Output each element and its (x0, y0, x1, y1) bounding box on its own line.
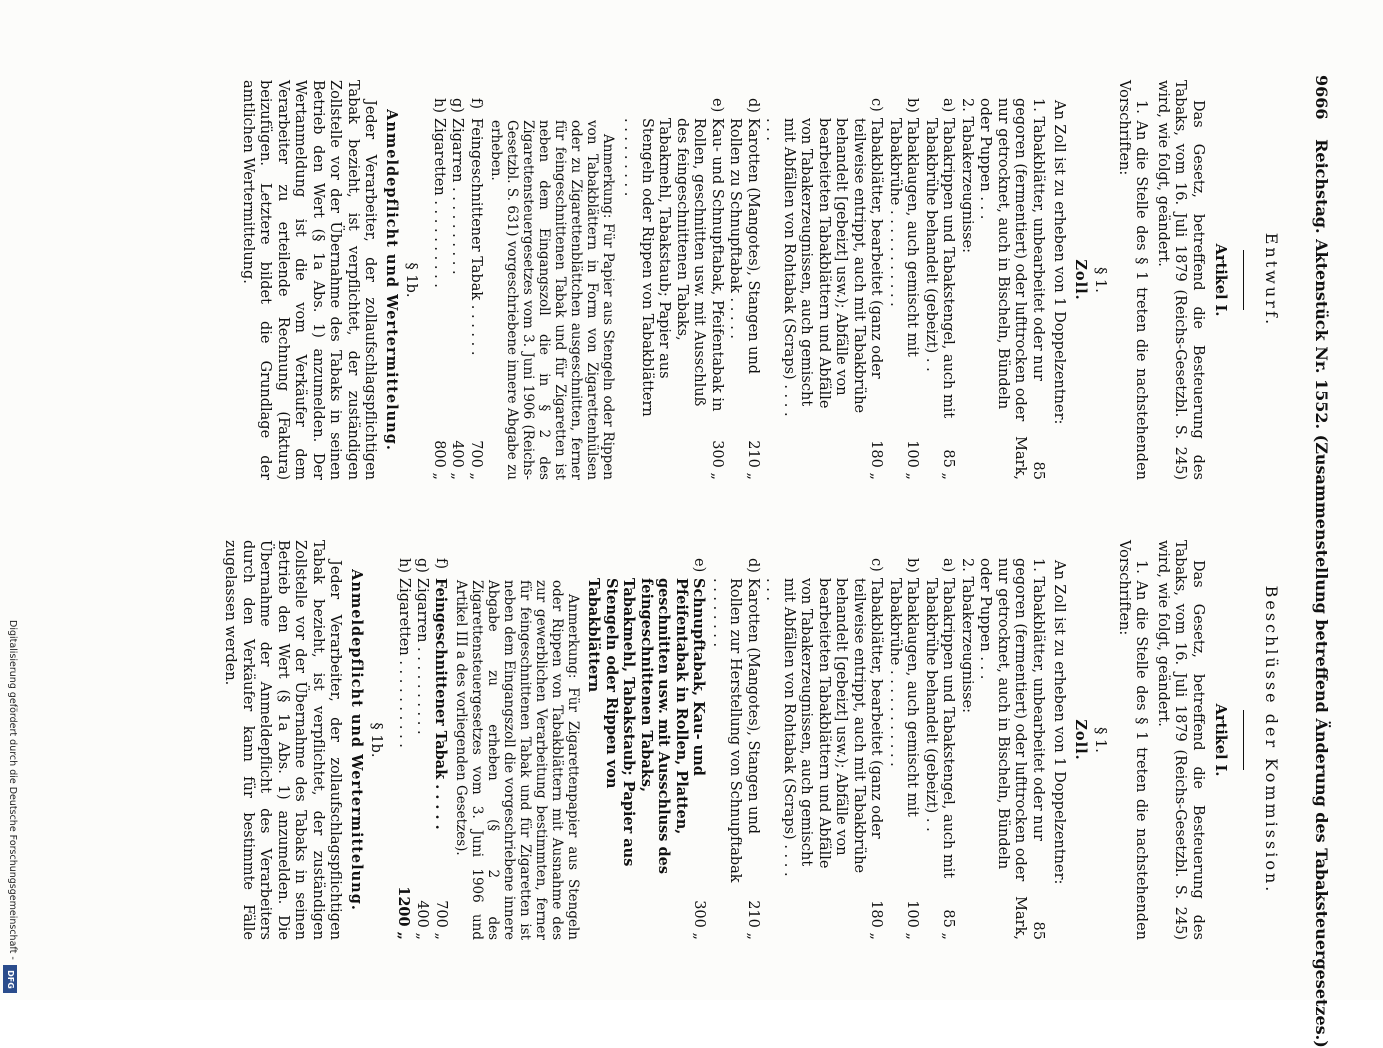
rotated-page (40, 0, 1340, 1048)
item-text: Tabaklaugen, auch gemischt mit Tabakbrühe . . . . . . . . . . . (887, 118, 921, 357)
tariff-item: d) Karotten (Mangotes), Stangen und Rollen zu Schnupftabak . . . . . 210 „ (727, 98, 761, 480)
tariff-item: b) Tabaklaugen, auch gemischt mit Tabakbrühe . . . . . . . . . . . 100 „ (887, 98, 921, 480)
item-value: 210 „ (745, 900, 761, 940)
tariff-item: c) Tabakblätter, bearbeitet (ganz oder teilweise entrippt, auch mit Tabakbrühe behandelt [gebeizt] usw.); Abfälle von bearbeiteten Tabakblättern und Abfälle von Tabakerzeugnissen, auch gemischt mit Abfällen von Rohtabak (Scraps) . . . . . . . 180 „ (763, 558, 885, 940)
tariff-item (976, 558, 1046, 940)
dfg-logo-icon (3, 965, 17, 993)
item-text: Zigaretten . . . . . . . . . . (431, 118, 447, 288)
section-subheading: Zoll. (1072, 259, 1089, 301)
paragraph-1: 1. An die Stelle des § 1 treten die nachstehenden Vorschriften: (1116, 80, 1150, 480)
item-text: 1. Tabakblätter, unbearbeitet oder nur gegoren (fermentiert) oder lufttrocken oder nur getrocknet, auch in Bischeln, Bündeln oder Puppen . . . (977, 98, 1046, 422)
tariff-item: e) Schnupftabak, Kau- und Pfeifentabak in Rollen, Platten, geschnitten usw. mit Ausschluss des feingeschnittenen Tabaks, Tabakmehl, Tabakstaub; Papier aus Stengeln oder Rippen von Tabakblättern 300 „ (585, 558, 708, 940)
title-rule (1244, 710, 1245, 770)
column-kommission (217, 540, 1280, 940)
column-entwurf (235, 80, 1281, 480)
page-header (1302, 75, 1331, 1048)
digitization-note: Digitalisierung gefördert durch die Deutsche Forschungsgemeinschaft - (7, 620, 18, 960)
item-text: 2. Tabakerzeugnisse: (959, 98, 975, 254)
item-value: 700 „ (468, 440, 484, 480)
item-text: Karotten (Mangotes), Stangen und Rollen zur Herstellung von Schnupftabak . . . . . . . . (710, 578, 761, 883)
tariff-item: f) Feingeschnittener Tabak . . . . . . 700 „ (468, 98, 484, 480)
zoll-intro: An Zoll ist zu erheben von 1 Doppelzentner: (1051, 100, 1068, 425)
item-text: Zigarren . . . . . . . . . . (449, 118, 466, 275)
section-heading: § 1b. (403, 262, 420, 298)
item-value: 100 „ (904, 440, 921, 480)
intro-paragraph: Das Gesetz, betreffend die Besteuerung des Tabaks, vom 16. Juli 1879 (Reichs-Gesetzbl. S. 245) wird, wie folgt, geändert. (1155, 540, 1206, 940)
tariff-item: h) Zigaretten . . . . . . . . . . 1200 „ (395, 558, 412, 940)
tariff-item: f) Feingeschnittener Tabak . . . . . 700 „ (432, 558, 449, 940)
item-value: 180 „ (868, 440, 885, 480)
tariff-item: b) Tabaklaugen, auch gemischt mit Tabakbrühe . . . . . . . . . . . 100 „ (887, 558, 921, 940)
item-value: 800 „ (431, 440, 447, 480)
item-text: Tabakrippen und Tabakstengel, auch mit Tabakbrühe behandelt (gebeizt) . . (923, 578, 957, 879)
item-text: Feingeschnittener Tabak . . . . . (432, 578, 449, 830)
section-subheading: Zoll. (1072, 719, 1089, 761)
item-value: 85 „ (940, 449, 957, 480)
tariff-item (958, 558, 976, 940)
item-value: 300 „ (691, 900, 708, 940)
article-heading: Artikel I. (1212, 703, 1230, 777)
item-value: 210 „ (745, 440, 761, 480)
intro-paragraph: Das Gesetz, betreffend die Besteuerung des Tabaks, vom 16. Juli 1879 (Reichs-Gesetzbl. S. 245) wird, wie folgt, geändert. (1155, 80, 1206, 480)
tariff-item: d) Karotten (Mangotes), Stangen und Rollen zur Herstellung von Schnupftabak . . . . . . . . 210 „ (710, 558, 761, 940)
section-subheading: Anmeldepflicht und Wertermittelung. (383, 109, 400, 451)
item-value: 400 „ (414, 900, 431, 940)
tariff-item: g) Zigarren . . . . . . . . . . 400 „ (449, 98, 466, 480)
section-heading: § 1. (1092, 267, 1109, 293)
item-text: Karotten (Mangotes), Stangen und Rollen zu Schnupftabak . . . . . (727, 118, 761, 375)
item-value: 85 „ (940, 909, 957, 940)
item-text: Tabakblätter, bearbeitet (ganz oder teilweise entrippt, auch mit Tabakbrühe behandelt [gebeizt] usw.); Abfälle von bearbeiteten Tabakblättern und Abfälle von Tabakerzeugnissen, auch gemischt mit Abfällen von Rohtabak (Scraps) . . . . . . . (763, 578, 885, 877)
final-paragraph: Jeder Verarbeiter, der zollaufschlagspflichtigen Tabak bezieht, ist verpflichtet, der zuständigen Zollstelle vor der Übernahme des Tabaks in seinen Betrieb den Wert (§ 1a Abs. 1) anzumelden. Die Übernahme der Anmeldepflicht des Verarbeiters durch den Verkäufer kann für bestimmte Fälle zugelassen werden. (222, 540, 344, 940)
annotation-note: Anmerkung: Für Papier aus Stengeln oder Rippen von Tabakblättern in Form von Zigarettenhülsen oder zu Zigarettenblättchen ausgeschnitten, ferner für feingeschnittenen Tabak und für Zigaretten ist neben dem Eingangszoll die in § 2 des Zigarettensteuergesetzes vom 3. Juni 1906 (Reichs-Gesetzbl. S. 631) vorgeschriebene innere Abgabe zu erheben. (488, 120, 616, 480)
item-value: 85 Mark, (1012, 436, 1046, 480)
item-text: Schnupftabak, Kau- und Pfeifentabak in Rollen, Platten, geschnitten usw. mit Ausschluss des feingeschnittenen Tabaks, Tabakmehl, Tabakstaub; Papier aus Stengeln oder Rippen von Tabakblättern (585, 578, 708, 875)
item-value: 180 „ (868, 900, 885, 940)
paragraph-1: 1. An die Stelle des § 1 treten die nachstehenden Vorschriften: (1116, 540, 1150, 940)
item-text: Zigaretten . . . . . . . . . . (396, 578, 412, 748)
article-heading: Artikel I. (1212, 243, 1230, 317)
item-value: 700 „ (433, 900, 449, 940)
item-text: Kau- und Schnupftabak, Pfeifentabak in Rollen, geschnitten usw. mit Ausschluß des feingeschnittenen Tabaks, Tabakmehl, Tabakstaub; Papier aus Stengeln oder Rippen von Tabakblättern . . . . . . . . . (621, 118, 725, 417)
dfg-logo-text: DFG (5, 969, 15, 989)
item-text: 1. Tabakblätter, unbearbeitet oder nur gegoren (fermentiert) oder lufttrocken oder nur getrocknet, auch in Bischeln, Bündeln oder Puppen . . . (977, 558, 1046, 882)
tariff-item: a) Tabakrippen und Tabakstengel, auch mit Tabakbrühe behandelt (gebeizt) . . 85 „ (923, 558, 957, 940)
item-text: 2. Tabakerzeugnisse: (959, 558, 975, 714)
page-title: Reichstag. Aktenstück Nr. 1552. (Zusammenstellung betreffend Änderung des Tabaksteuergesetzes.) (1312, 139, 1331, 1048)
item-value: 100 „ (904, 900, 921, 940)
column-title: Entwurf. (1262, 232, 1281, 328)
digitization-footer (4, 620, 18, 990)
item-text: Feingeschnittener Tabak . . . . . . (468, 118, 484, 356)
tariff-item (958, 98, 976, 480)
item-value: 400 „ (449, 440, 466, 480)
section-heading: § 1b. (368, 722, 385, 758)
tariff-item: c) Tabakblätter, bearbeitet (ganz oder teilweise entrippt, auch mit Tabakbrühe behandelt [gebeizt] usw.); Abfälle von bearbeiteten Tabakblättern und Abfälle von Tabakerzeugnissen, auch gemischt mit Abfällen von Rohtabak (Scraps) . . . . . . . 180 „ (763, 98, 885, 480)
column-title: Beschlüsse der Kommission. (1262, 585, 1281, 895)
item-value: 300 „ (709, 440, 725, 480)
item-text: Tabakblätter, bearbeitet (ganz oder teilweise entrippt, auch mit Tabakbrühe behandelt [gebeizt] usw.); Abfälle von bearbeiteten Tabakblättern und Abfälle von Tabakerzeugnissen, auch gemischt mit Abfällen von Rohtabak (Scraps) . . . . . . . (763, 118, 885, 417)
tariff-item: g) Zigarren . . . . . . . . . . 400 „ (414, 558, 431, 940)
item-text: Zigarren . . . . . . . . . . (414, 578, 431, 735)
tariff-item: h) Zigaretten . . . . . . . . . . 800 „ (431, 98, 447, 480)
tariff-item: e) Kau- und Schnupftabak, Pfeifentabak in Rollen, geschnitten usw. mit Ausschluß des feingeschnittenen Tabaks, Tabakmehl, Tabakstaub; Papier aus Stengeln oder Rippen von Tabakblättern . . . . . . . . . 300 „ (621, 98, 725, 480)
annotation-note: Anmerkung: Für Zigarettenpapier aus Stengeln oder Rippen von Tabakblättern mit Ausnahme des zur gewerblichen Verarbeitung bestimmten, ferner für feingeschnittenen Tabak und für Zigaretten ist neben dem Eingangszoll die vorgeschriebene innere Abgabe zu erheben (§ 2 des Zigarettensteuergesetzes vom 3. Juni 1906 und Artikel III a des vorliegenden Gesetzes). (453, 580, 581, 940)
zoll-intro: An Zoll ist zu erheben von 1 Doppelzentner: (1051, 560, 1068, 885)
tariff-item: a) Tabakrippen und Tabakstengel, auch mit Tabakbrühe behandelt (gebeizt) . . 85 „ (923, 98, 957, 480)
item-text: Tabakrippen und Tabakstengel, auch mit Tabakbrühe behandelt (gebeizt) . . (923, 118, 957, 419)
title-rule (1244, 250, 1245, 310)
tariff-item (976, 98, 1046, 480)
item-text: Tabaklaugen, auch gemischt mit Tabakbrühe . . . . . . . . . . . (887, 578, 921, 817)
final-paragraph: Jeder Verarbeiter, der zollaufschlagspflichtigen Tabak bezieht, ist verpflichtet, der zuständigen Zollstelle vor der Übernahme des Tabaks in seinen Betrieb den Wert (§ 1a Abs. 1) anzumelden. Der Wertanmeldung ist die vom Verkäufer dem Verarbeiter zu erteilende Rechnung (Faktura) beizufügen. Letztere bildet die Grundlage der amtlichen Wertermittelung. (240, 80, 379, 480)
item-value: 1200 „ (395, 886, 412, 940)
page-number: 9666 (1312, 75, 1331, 120)
section-subheading: Anmeldepflicht und Wertermittelung. (348, 569, 365, 911)
section-heading: § 1. (1092, 727, 1109, 753)
item-value: 85 Mark, (1012, 896, 1046, 940)
